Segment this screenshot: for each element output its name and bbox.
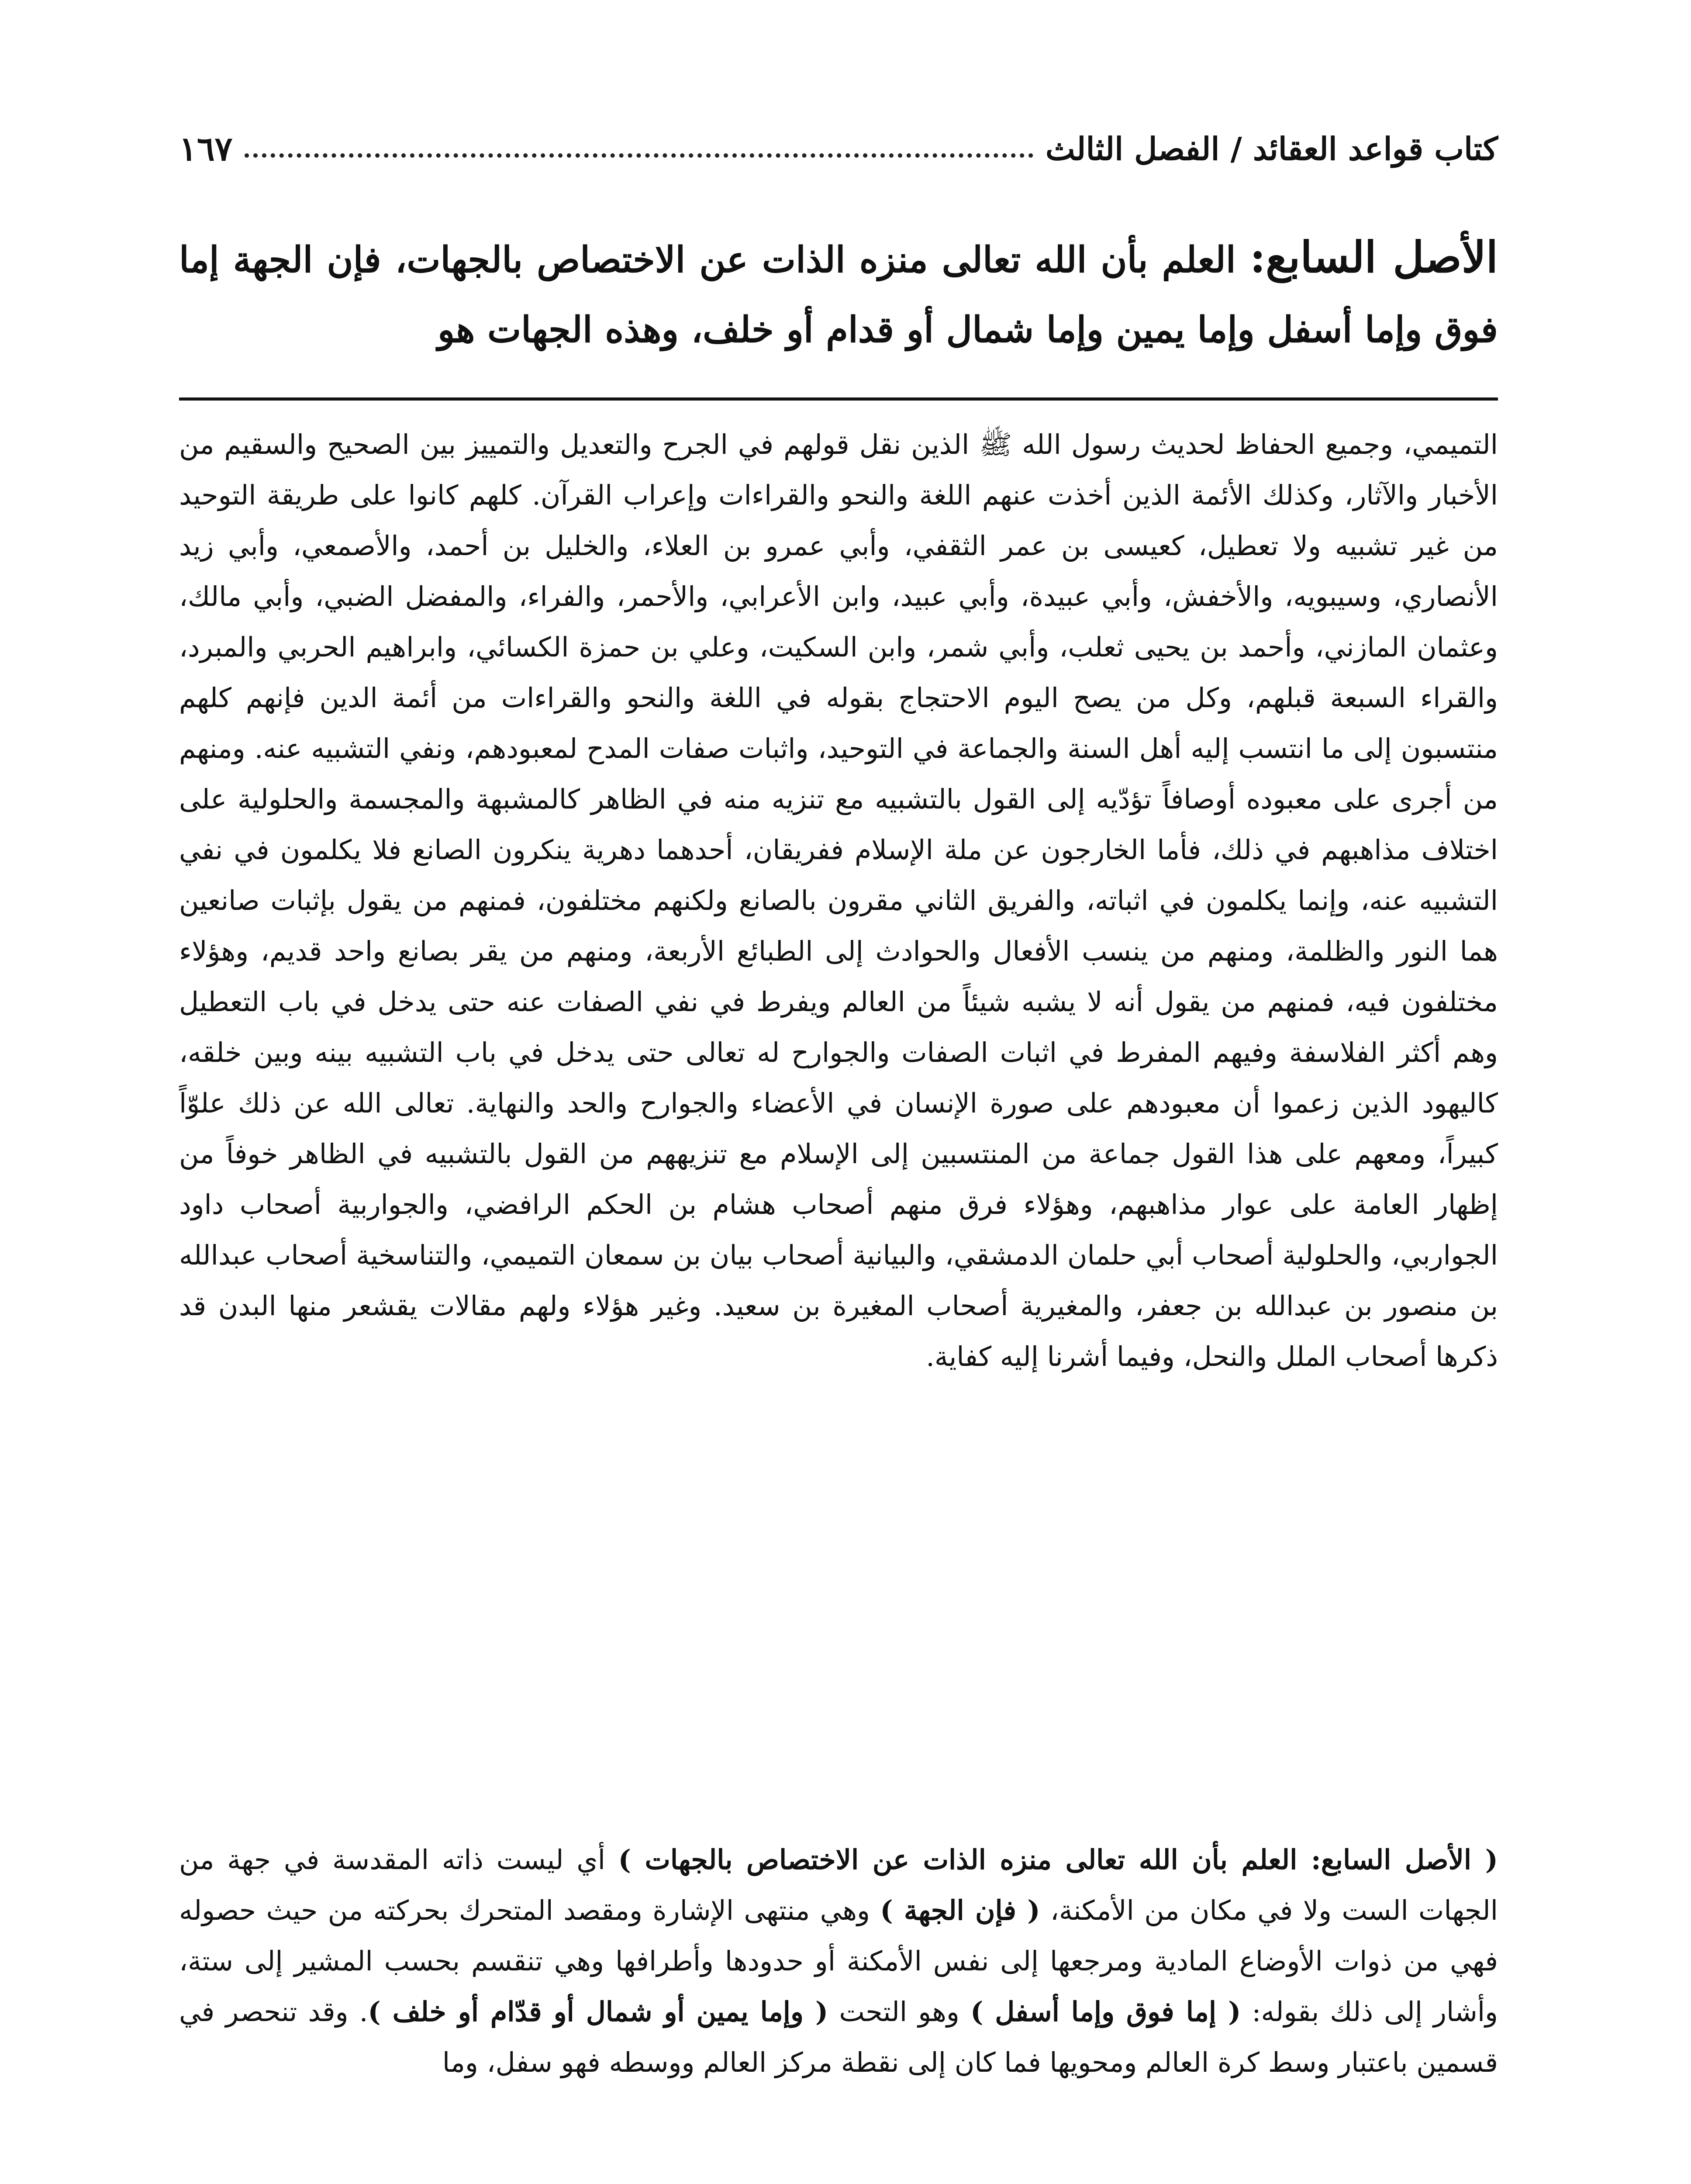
quoted-term-above-below: ( إما فوق وإما أسفل ) — [970, 1996, 1241, 2028]
commentary-text: التميمي، وجميع الحفاظ لحديث رسول الله ﷺ الذين نقل قولهم في الجرح والتعديل والتمييز بين الصحيح والسقيم من الأخبار والآثار، وكذلك الأئمة الذين أخذت عنهم اللغة والنحو والقراءات وإعراب القرآن. كلهم كانوا على طريقة التوحيد من غير تشبيه ولا تعطيل، كعيسى بن عمر الثقفي، وأبي عمرو بن العلاء، والخليل بن أحمد، والأصمعي، وأبي زيد الأنصاري، وسيبويه، والأخفش، وأبي عبيدة، وأبي عبيد، وابن الأعرابي، والأحمر، والفراء، والمفضل الضبي، وأبي مالك، وعثمان المازني، وأحمد بن يحيى ثعلب، وأبي شمر، وابن السكيت، وعلي بن حمزة الكسائي، وابراهيم الحربي والمبرد، والقراء السبعة قبلهم، وكل من يصح اليوم الاحتجاج بقوله في اللغة والنحو والقراءات من أئمة الدين فإنهم كلهم منتسبون إلى ما انتسب إليه أهل السنة والجماعة في التوحيد، واثبات صفات المدح لمعبودهم، ونفي التشبيه عنه. ومنهم من أجرى على معبوده أوصافاً تؤدّيه إلى القول بالتشبيه مع تنزيه منه في الظاهر كالمشبهة والمجسمة والحلولية على اختلاف مذاهبهم في ذلك، فأما الخارجون عن ملة الإسلام ففريقان، أحدهما دهرية ينكرون الصانع فلا يكلمون في نفي التشبيه عنه، وإنما يكلمون في اثباته، والفريق الثاني مقرون بالصانع ولكنهم مختلفون، فمنهم من يقول بإثبات صانعين هما النور والظلمة، ومنهم من ينسب الأفعال والحوادث إلى الطبائع الأربعة، ومنهم من يقر بصانع واحد قديم، وهؤلاء مختلفون فيه، فمنهم من يقول أنه لا يشبه شيئاً من العالم ويفرط في نفي الصفات عنه حتى يدخل في باب التعطيل وهم أكثر الفلاسفة وفيهم المفرط في اثبات الصفات والجوارح له تعالى حتى يدخل في باب التشبيه بينه وبين خلقه، كاليهود الذين زعموا أن معبودهم على صورة الإنسان في الأعضاء والجوارح والحد والنهاية. تعالى الله عن ذلك علوّاً كبيراً، ومعهم على هذا القول جماعة من المنتسبين إلى الإسلام مع تنزيههم من القول بالتشبيه في الظاهر خوفاً من إظهار العامة على عوار مذاهبهم، وهؤلاء فرق منهم أصحاب هشام بن الحكم الرافضي، والجواربية أصحاب داود الجواربي، والحلولية أصحاب أبي حلمان الدمشقي، والبيانية أصحاب بيان بن سمعان التميمي، والتناسخية أصحاب عبدالله بن منصور بن عبدالله بن جعفر، والمغيرية أصحاب المغيرة بن سعيد. وغير هؤلاء ولهم مقالات يقشعر منها البدن قد ذكرها أصحاب الملل والنحل، وفيما أشرنا إليه كفاية. — [179, 429, 1498, 1372]
main-text — [179, 223, 1498, 365]
running-title: كتاب قواعد العقائد / الفصل الثالث — [1045, 130, 1498, 167]
explanation-segment-1: أي ليست ذاته المقدسة في جهة من الجهات الست ولا في مكان من الأمكنة، — [179, 1844, 1498, 1926]
leader-dots — [245, 153, 1033, 158]
explanation-segment-4: . وقد تنحصر في قسمين باعتبار وسط كرة العالم ومحويها فما كان إلى نقطة مركز العالم ووسطه فهو سفل، وما — [179, 1996, 1498, 2078]
footnote-separator — [179, 397, 1498, 401]
book-page — [179, 105, 1498, 2184]
section-label: الأصل السابع: — [1249, 232, 1498, 283]
running-header — [179, 122, 1498, 175]
quoted-term-direction: ( فإن الجهة ) — [880, 1894, 1040, 1926]
page-number: ١٦٧ — [179, 129, 233, 168]
quoted-term-sides: ( وإما يمين أو شمال أو قدّام أو خلف ) — [368, 1996, 828, 2028]
explanation-segment-2: وهي منتهى الإشارة ومقصد المتحرك بحركته من حيث حصوله فهي من ذوات الأوضاع المادية ومرجعها إلى نفس الأمكنة أو حدودها وأطرافها وهي تنقسم بحسب المشير إلى ستة، وأشار إلى ذلك بقوله: — [179, 1894, 1498, 2028]
explanation-text — [179, 1835, 1498, 2088]
quoted-heading: ( الأصل السابع: العلم بأن الله تعالى منزه الذات عن الاختصاص بالجهات ) — [618, 1844, 1498, 1876]
main-text-body: العلم بأن الله تعالى منزه الذات عن الاختصاص بالجهات، فإن الجهة إما فوق وإما أسفل وإما يمين وإما شمال أو قدام أو خلف، وهذه الجهات هو — [179, 239, 1498, 351]
explanation-segment-3: وهو التحت — [828, 1996, 970, 2028]
